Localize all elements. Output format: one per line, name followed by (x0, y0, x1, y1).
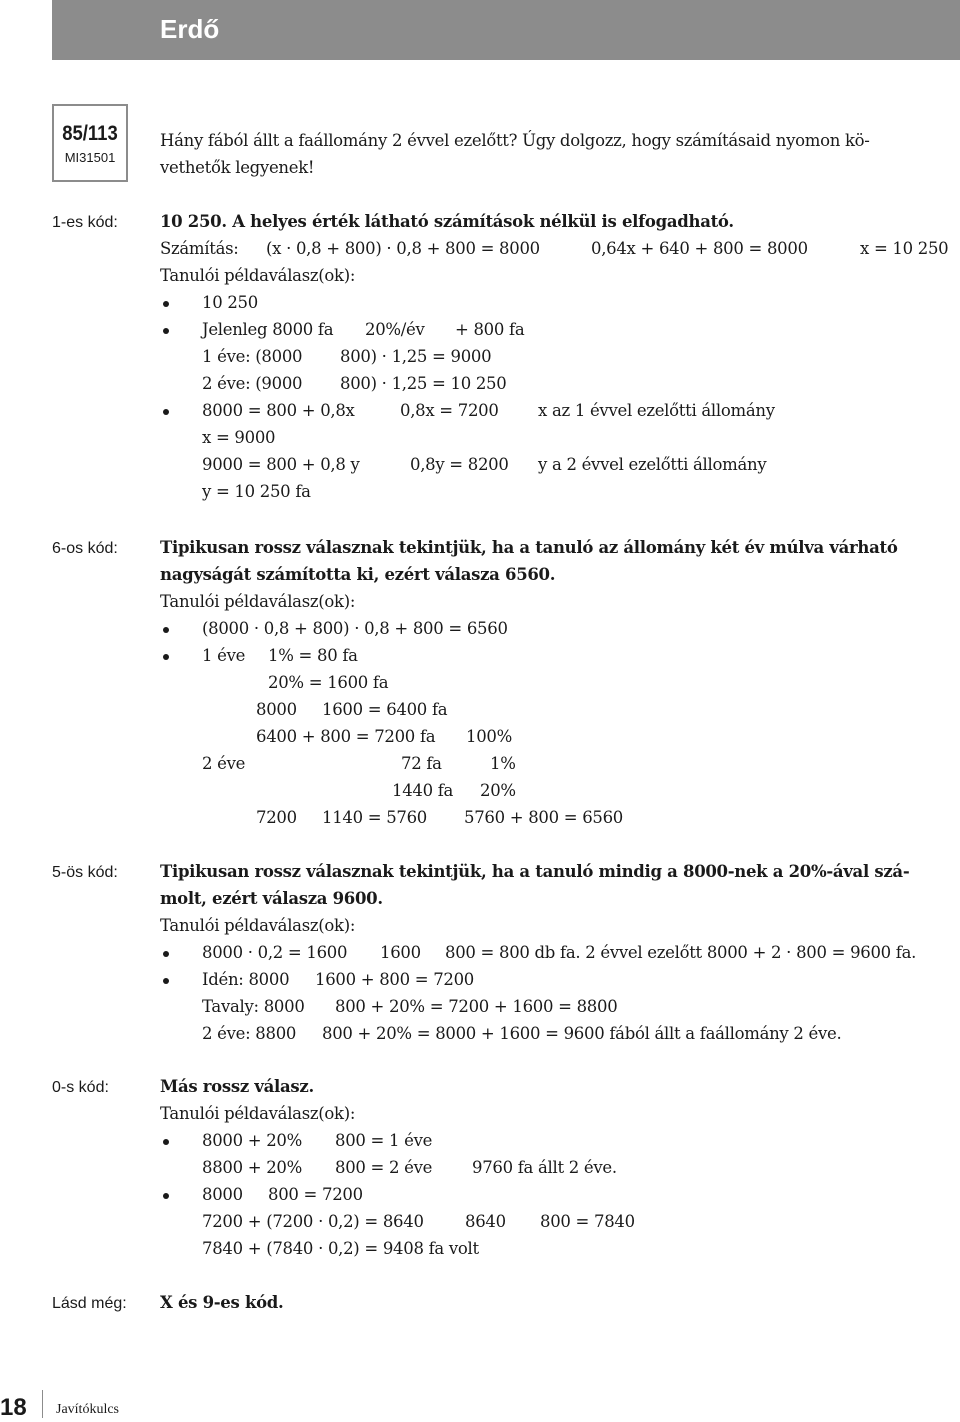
code-1-example-2-line2a: 1 éve: (8000 (202, 347, 303, 366)
calc-1: (x · 0,8 + 800) · 0,8 + 800 = 8000 (266, 239, 540, 258)
code-6-line-8b: 1140 = 5760 (322, 808, 427, 827)
code-6-example-2a: 1 éve (202, 646, 246, 665)
code-5-example-2a: Idén: 8000 (202, 970, 290, 989)
code-0-description: Más rossz válasz. (160, 1077, 314, 1096)
code-6-line-5b: 100% (466, 727, 512, 746)
code-1-example-3a: 8000 = 800 + 0,8x (202, 401, 355, 420)
question-line-2: vethetők legyenek! (160, 158, 315, 177)
code-0-examples-title: Tanulói példaválasz(ok): (160, 1104, 356, 1123)
calc-3: x = 10 250 (860, 239, 949, 258)
code-0-line-2b: 800 = 2 éve (335, 1158, 433, 1177)
code-0-example-1a: 8000 + 20% (202, 1131, 302, 1150)
code-1-example-2-line2b: 800) · 1,25 = 9000 (340, 347, 492, 366)
code-6-line-3: 20% = 1600 fa (268, 673, 389, 692)
code-1-example-3-line3a: 9000 = 800 + 0,8 y (202, 455, 360, 474)
code-0-example-2b: 800 = 7200 (268, 1185, 363, 1204)
code-1-example-2-line3b: 800) · 1,25 = 10 250 (340, 374, 507, 393)
task-number-box (52, 104, 128, 182)
code-1-example-3-line2: x = 9000 (202, 428, 276, 447)
code-6-line-4a: 8000 (256, 700, 297, 719)
see-also-text: X és 9-es kód. (160, 1293, 284, 1312)
code-6-line-7a: 1440 fa (392, 781, 454, 800)
calc-label: Számítás: (160, 239, 239, 258)
code-5-label: 5-ös kód: (52, 864, 118, 881)
bullet (163, 1193, 169, 1199)
code-1-example-3-line4: y = 10 250 fa (202, 482, 311, 501)
bullet (163, 301, 169, 307)
code-1-label: 1-es kód: (52, 214, 118, 231)
code-6-line-5a: 6400 + 800 = 7200 fa (256, 727, 436, 746)
code-1-example-2b: 20%/év (365, 320, 425, 339)
code-0-line-4c: 800 = 7840 (540, 1212, 635, 1231)
code-1-example-3c: x az 1 évvel ezelőtti állomány (538, 401, 775, 420)
code-1-example-3-line3b: 0,8y = 8200 (410, 455, 509, 474)
page-title: Erdő (160, 14, 220, 44)
footer-divider (42, 1390, 43, 1418)
code-5-example-1c: 800 = 800 db fa. 2 évvel ezelőtt 8000 + 2 · 800 = 9600 fa. (445, 943, 917, 962)
code-6-line-6c: 1% (490, 754, 516, 773)
code-1-example-3-line3c: y a 2 évvel ezelőtti állomány (538, 455, 767, 474)
calc-2: 0,64x + 640 + 800 = 8000 (591, 239, 808, 258)
code-5-example-2b: 1600 + 800 = 7200 (315, 970, 475, 989)
code-5-description-2: molt, ezért válasza 9600. (160, 889, 383, 908)
code-1-example-2a: Jelenleg 8000 fa (202, 320, 334, 339)
code-1-examples-title: Tanulói példaválasz(ok): (160, 266, 356, 285)
code-5-line-3b: 800 + 20% = 7200 + 1600 = 8800 (335, 997, 618, 1016)
code-0-line-2c: 9760 fa állt 2 éve. (472, 1158, 617, 1177)
bullet (163, 409, 169, 415)
bullet (163, 328, 169, 334)
bullet (163, 978, 169, 984)
code-0-label: 0-s kód: (52, 1079, 109, 1096)
code-0-line-4b: 8640 (465, 1212, 506, 1231)
see-also-label: Lásd még: (52, 1295, 127, 1312)
code-6-example-1: (8000 · 0,8 + 800) · 0,8 + 800 = 6560 (202, 619, 508, 638)
code-1-example-3b: 0,8x = 7200 (400, 401, 499, 420)
bullet (163, 951, 169, 957)
code-0-example-1b: 800 = 1 éve (335, 1131, 433, 1150)
question-line-1: Hány fából állt a faállomány 2 évvel ezelőtt? Úgy dolgozz, hogy számításaid nyomon kö- (160, 131, 870, 150)
code-6-line-6b: 72 fa (401, 754, 442, 773)
bullet (163, 1139, 169, 1145)
code-6-line-8c: 5760 + 800 = 6560 (464, 808, 624, 827)
task-id: MI31501 (64, 150, 116, 165)
code-6-label: 6-os kód: (52, 540, 118, 557)
code-1-example-2c: + 800 fa (455, 320, 525, 339)
code-6-line-4b: 1600 = 6400 fa (322, 700, 448, 719)
bullet (163, 627, 169, 633)
code-1-example-2-line3a: 2 éve: (9000 (202, 374, 303, 393)
code-0-line-2a: 8800 + 20% (202, 1158, 302, 1177)
code-6-example-2b: 1% = 80 fa (268, 646, 358, 665)
page-number: 18 (0, 1394, 27, 1421)
code-1-example-1: 10 250 (202, 293, 258, 312)
code-5-example-1a: 8000 · 0,2 = 1600 (202, 943, 348, 962)
code-6-line-7b: 20% (480, 781, 516, 800)
code-6-line-6a: 2 éve (202, 754, 246, 773)
code-6-description-1: Tipikusan rossz válasznak tekintjük, ha a tanuló az állomány két év múlva várható (160, 538, 898, 557)
code-6-description-2: nagyságát számította ki, ezért válasza 6560. (160, 565, 556, 584)
code-6-examples-title: Tanulói példaválasz(ok): (160, 592, 356, 611)
code-5-examples-title: Tanulói példaválasz(ok): (160, 916, 356, 935)
code-5-example-1b: 1600 (380, 943, 421, 962)
task-number: 85/113 (62, 122, 118, 145)
code-5-line-3a: Tavaly: 8000 (202, 997, 305, 1016)
bullet (163, 654, 169, 660)
code-0-line-4a: 7200 + (7200 · 0,2) = 8640 (202, 1212, 424, 1231)
footer-text: Javítókulcs (56, 1402, 119, 1417)
code-5-line-4a: 2 éve: 8800 (202, 1024, 297, 1043)
code-6-line-8a: 7200 (256, 808, 297, 827)
code-1-answer: 10 250. A helyes érték látható számítások nélkül is elfogadható. (160, 212, 734, 231)
code-5-line-4b: 800 + 20% = 8000 + 1600 = 9600 fából állt a faállomány 2 éve. (322, 1024, 842, 1043)
code-0-example-2a: 8000 (202, 1185, 243, 1204)
code-5-description-1: Tipikusan rossz válasznak tekintjük, ha a tanuló mindig a 8000-nek a 20%-ával szá- (160, 862, 910, 881)
code-0-line-5: 7840 + (7840 · 0,2) = 9408 fa volt (202, 1239, 479, 1258)
